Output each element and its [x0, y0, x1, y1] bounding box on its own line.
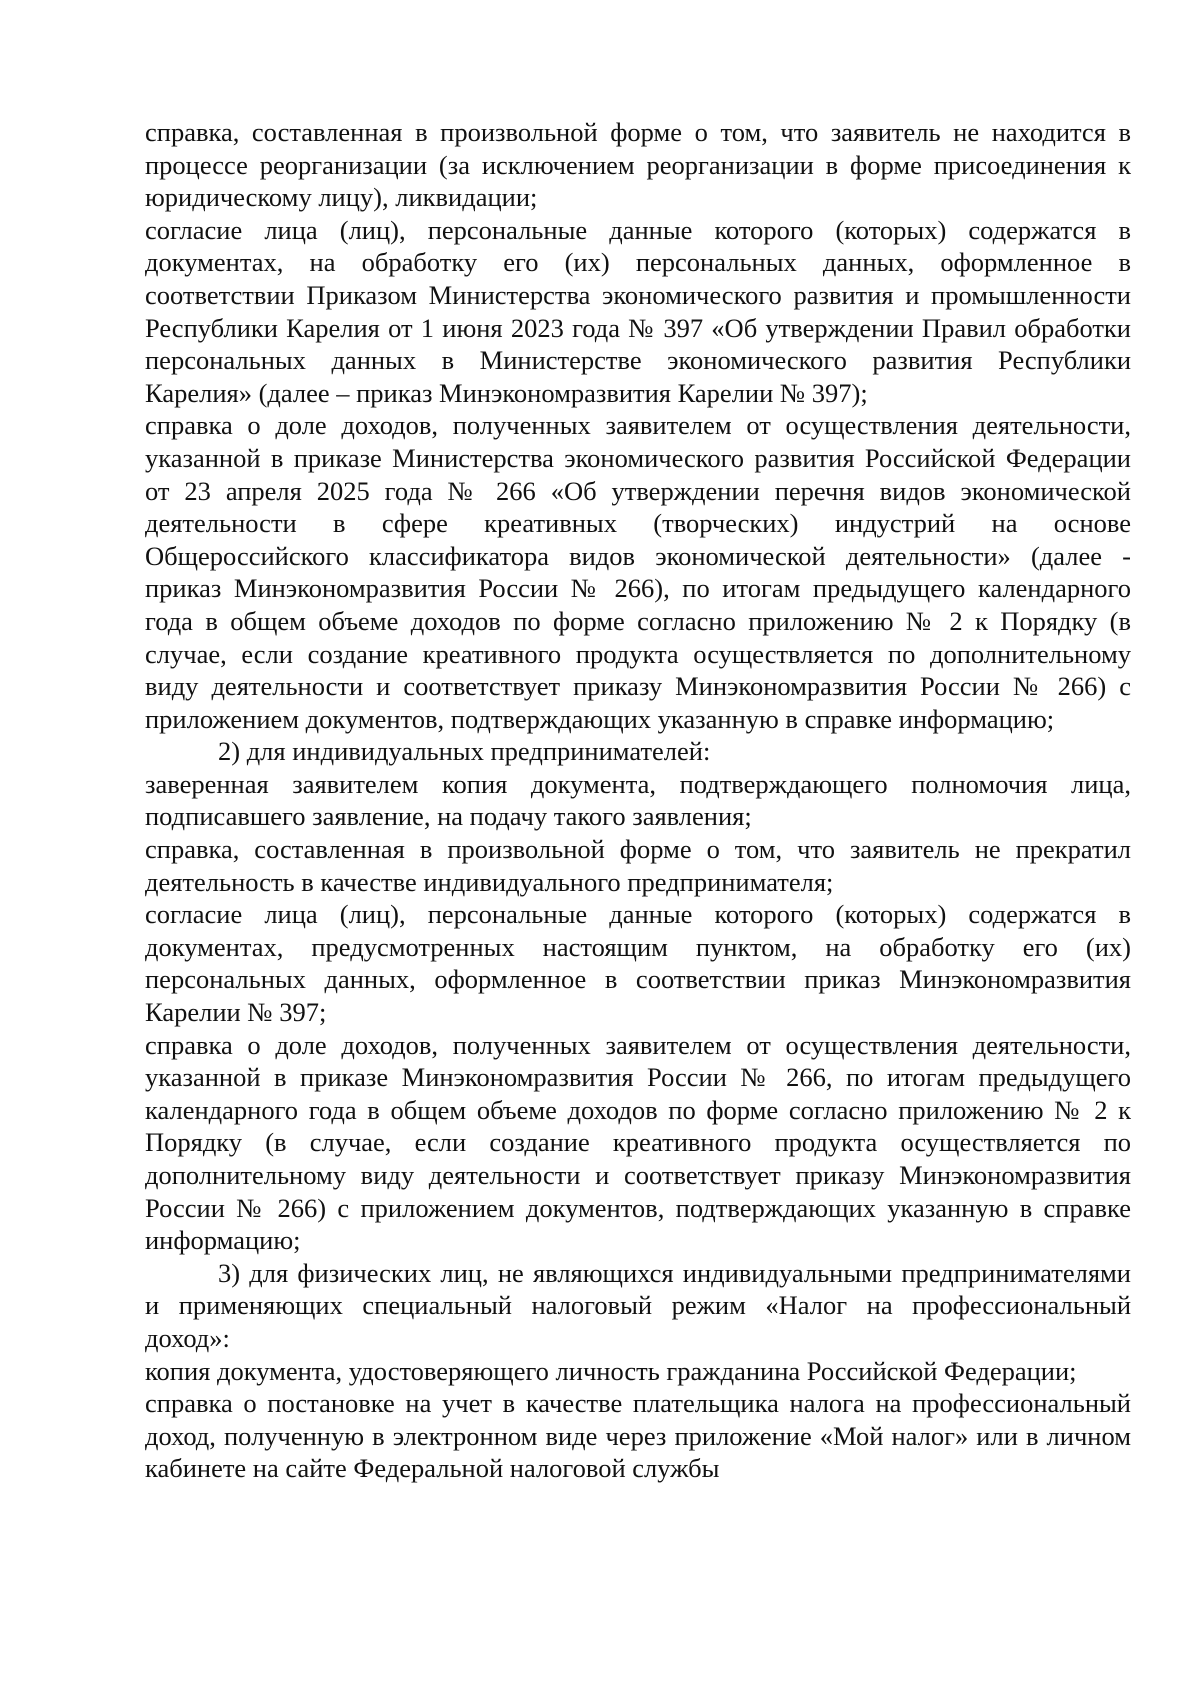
paragraph-individual-entrepreneurs-heading: 2) для индивидуальных предпринимателей: [218, 736, 711, 767]
paragraph-activity-not-terminated-certificate: справка, составленная в произвольной форме о том, что заявитель не прекратил деятельность в качестве индивидуального предпринимателя; [145, 834, 1131, 897]
paragraph-personal-data-consent: согласие лица (лиц), персональные данные которого (которых) содержатся в документах, на обработку его (их) персональных данных, оформленное в соответствии Приказом Министерства экономического развития и промышленности Республики Карелия от 1 июня 2023 года № 397 «Об утверждении Правил обработки персональных данных в Министерстве экономического развития Республики Карелия» (далее – приказ Минэкономразвития Карелии № 397); [145, 214, 1131, 408]
paragraph-personal-data-consent-ie: согласие лица (лиц), персональные данные которого (которых) содержатся в документах, предусмотренных настоящим пунктом, на обработку его (их) персональных данных, оформленное в соответствии приказ Минэкономразвития Карелии № 397; [145, 899, 1131, 1028]
document-page [145, 116, 1131, 1485]
paragraph-authority-document-copy: заверенная заявителем копия документа, подтверждающего полномочия лица, подписавшего заявление, на подачу такого заявления; [145, 768, 1131, 832]
paragraph-tax-registration-certificate: справка о постановке на учет в качестве плательщика налога на профессиональный доход, полученную в электронном виде через приложение «Мой налог» или в личном кабинете на сайте Федеральной налоговой службы [145, 1388, 1131, 1484]
paragraph-income-share-certificate-ie: справка о доле доходов, полученных заявителем от осуществления деятельности, указанной в приказе Минэкономразвития России № 266, по итогам предыдущего календарного года в общем объеме доходов по форме согласно приложению № 2 к Порядку (в случае, если создание креативного продукта осуществляется по дополнительному виду деятельности и соответствует приказу Минэкономразвития России № 266) с приложением документов, подтверждающих указанную в справке информацию; [145, 1029, 1131, 1256]
paragraph-self-employed-heading: 3) для физических лиц, не являющихся индивидуальными предпринимателями и применяющих специальный налоговый режим «Налог на профессиональный доход»: [145, 1257, 1131, 1353]
paragraph-reorganization-certificate: справка, составленная в произвольной форме о том, что заявитель не находится в процессе реорганизации (за исключением реорганизации в форме присоединения к юридическому лицу), ликвидации; [145, 117, 1131, 213]
paragraph-income-share-certificate: справка о доле доходов, полученных заявителем от осуществления деятельности, указанной в приказе Министерства экономического развития Российской Федерации от 23 апреля 2025 года № 266 «Об утверждении перечня видов экономической деятельности в сфере креативных (творческих) индустрий на основе Общероссийского классификатора видов экономической деятельности» (далее - приказ Минэкономразвития России № 266), по итогам предыдущего календарного года в общем объеме доходов по форме согласно приложению № 2 к Порядку (в случае, если создание креативного продукта осуществляется по дополнительному виду деятельности и соответствует приказу Минэкономразвития России № 266) с приложением документов, подтверждающих указанную в справке информацию; [145, 410, 1131, 734]
paragraph-identity-document-copy: копия документа, удостоверяющего личность гражданина Российской Федерации; [145, 1355, 1077, 1386]
